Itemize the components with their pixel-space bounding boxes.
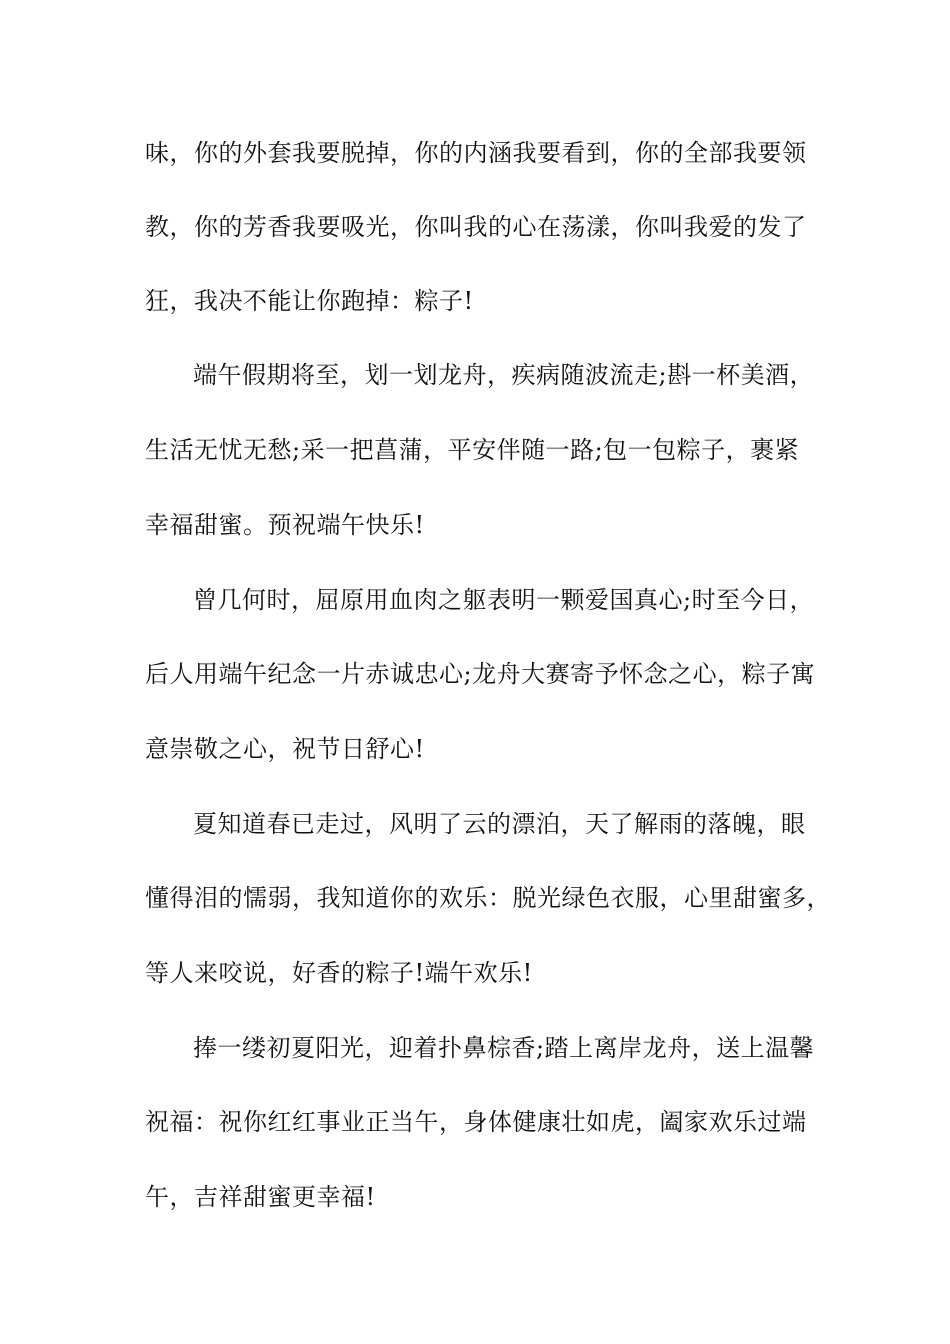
paragraph-1-line-2: 教，你的芳香我要吸光，你叫我的心在荡漾，你叫我爱的发了 [145,213,807,241]
paragraph-5-line-2: 祝福：祝你红红事业正当午，身体健康壮如虎，阖家欢乐过端 [145,1108,807,1136]
paragraph-2-line-1: 端午假期将至，划一划龙舟，疾病随波流走;斟一杯美酒， [193,361,815,389]
paragraph-1-line-3: 狂，我决不能让你跑掉：粽子! [145,287,474,315]
paragraph-3-line-1: 曾几何时，屈原用血肉之躯表明一颗爱国真心;时至今日， [193,586,815,614]
paragraph-4-line-2: 懂得泪的懦弱，我知道你的欢乐：脱光绿色衣服，心里甜蜜多， [145,884,831,912]
paragraph-2-line-3: 幸福甜蜜。预祝端午快乐! [145,511,425,539]
paragraph-5-line-3: 午，吉祥甜蜜更幸福! [145,1183,376,1211]
paragraph-4-line-3: 等人来咬说，好香的粽子!端午欢乐! [145,959,533,987]
paragraph-5-line-1: 捧一缕初夏阳光，迎着扑鼻棕香;踏上离岸龙舟，送上温馨 [193,1034,815,1062]
paragraph-4-line-1: 夏知道春已走过，风明了云的漂泊，天了解雨的落魄，眼 [193,810,806,838]
paragraph-1-line-1: 味，你的外套我要脱掉，你的内涵我要看到，你的全部我要领 [145,139,807,167]
paragraph-2-line-2: 生活无忧无愁;采一把菖蒲，平安伴随一路;包一包粽子，裹紧 [145,436,800,464]
paragraph-3-line-3: 意崇敬之心，祝节日舒心! [145,735,425,763]
paragraph-3-line-2: 后人用端午纪念一片赤诚忠心;龙舟大赛寄予怀念之心，粽子寓 [145,660,816,688]
